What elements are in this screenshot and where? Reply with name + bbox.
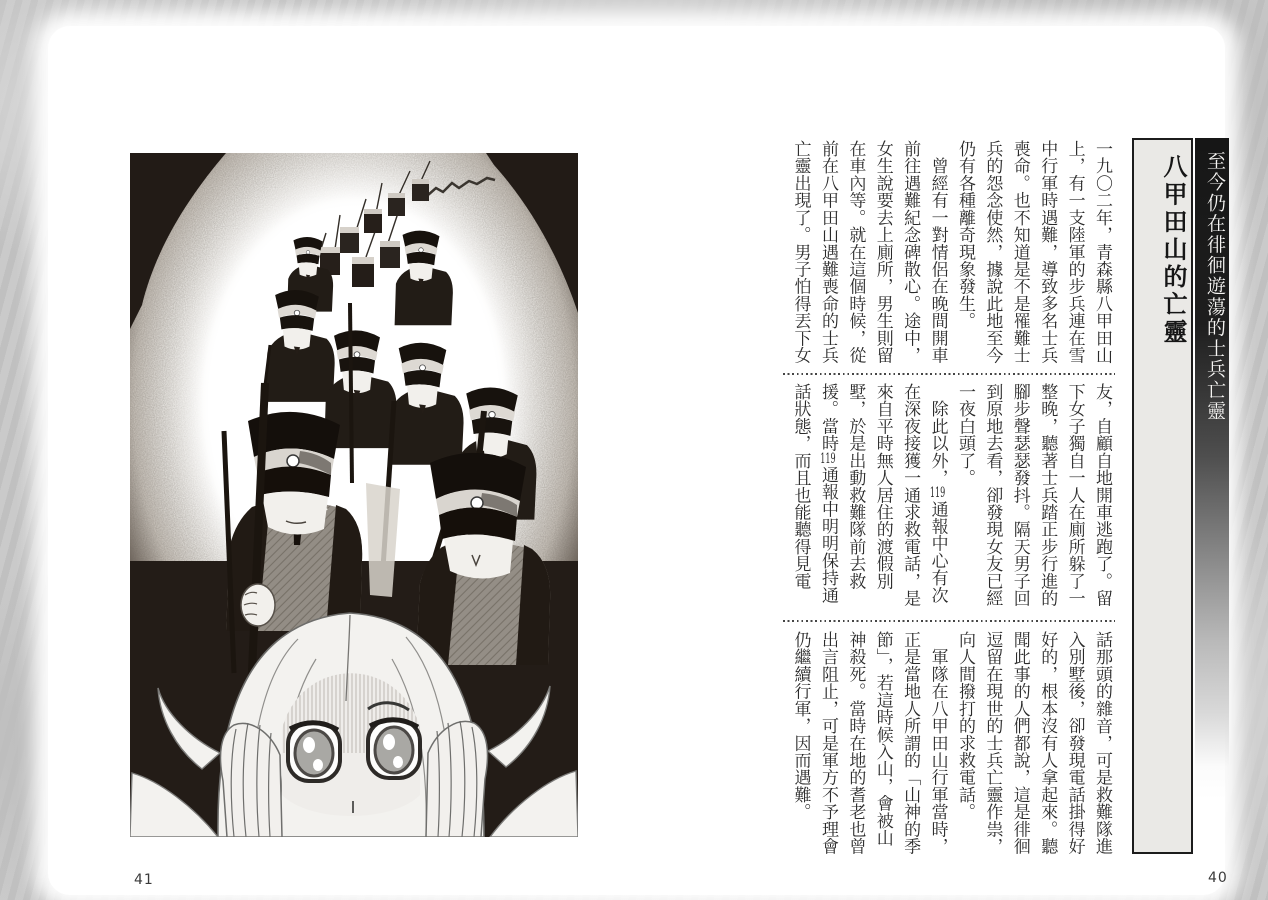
chapter-banner-text: 至今仍在徘徊遊蕩的士兵亡靈 <box>1204 151 1226 422</box>
inline-number: 119 <box>820 451 836 466</box>
band-separator <box>783 620 1115 622</box>
story-band-2: 友，自顧自地開車逃跑了。留下女子獨自一人在廁所躲了一整晚，聽著士兵踏正步行進的腳步聲瑟瑟發抖。隔天男子回到原地去看，卻發現女友已經一夜白頭了。 除此以外，119通報中心有次在深夜接獲一通求救電話，是來自平時無人居住的渡假別墅，於是出動救難隊前去救援。當時119通報中明明保持通話狀態，而且也能聽得見電 <box>790 383 1112 607</box>
chapter-banner <box>1195 138 1229 800</box>
story-band-1: 一九〇二年，青森縣八甲田山上，有一支陸軍的步兵連在雪中行軍時遇難，導致多名士兵喪命。也不知道是不是罹難士兵的怨念使然，據說此地至今仍有各種離奇現象發生。 曾經有一對情侶在晚間開車前往遇難紀念碑散心。途中，女生說要去上廁所，男生則留在車內等。就在這個時候，從前在八甲田山遇難喪命的士兵亡靈出現了。男子怕得丟下女 <box>790 140 1112 364</box>
page-number-left: 41 <box>134 872 154 888</box>
inline-number: 119 <box>929 486 946 501</box>
story-band-3: 話那頭的雜音，可是救難隊進入別墅後，卻發現電話掛得好好的，根本沒有人拿起來。聽聞此事的人們都說，這是徘徊逗留在現世的士兵亡靈作祟，向人間撥打的求救電話。 軍隊在八甲田山行軍當時，正是當地人所謂的「山神的季節」，若這時候入山，會被山神殺死。當時在地的耆老也曾出言阻止，可是軍方不予理會仍繼續行軍，因而遇難。 <box>790 631 1112 855</box>
book-spread <box>48 26 1228 895</box>
left-eye <box>288 723 340 781</box>
band-separator <box>783 373 1115 375</box>
right-eye <box>368 720 420 778</box>
story-title: 八甲田山的亡靈 <box>1159 154 1188 347</box>
manga-illustration <box>130 153 578 837</box>
story-title-box <box>1132 138 1193 854</box>
page-number-right: 40 <box>1208 870 1228 886</box>
story-text <box>783 140 1115 862</box>
